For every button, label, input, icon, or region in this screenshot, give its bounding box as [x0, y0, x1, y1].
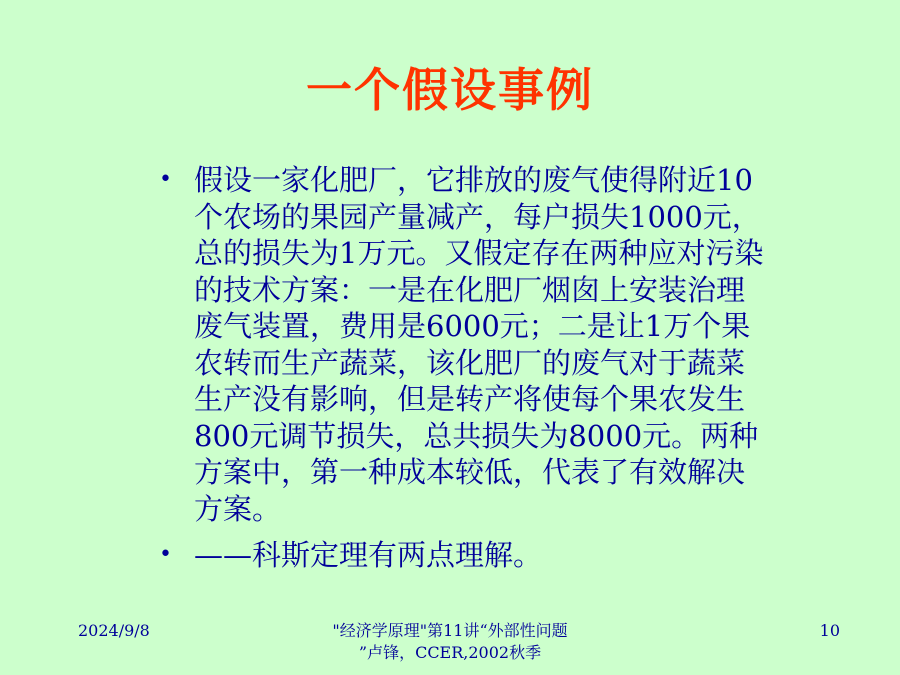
- bullet-item: [155, 537, 765, 574]
- slide-title: 一个假设事例: [306, 63, 594, 117]
- bullet-text: 假设一家化肥厂，它排放的废气使得附近10个农场的果园产量减产，每户损失1000元，总的损失为1万元。又假定存在两种应对污染的技术方案：一是在化肥厂烟囱上安装治理废气装置，费用是6000元；二是让1万个果农转而生产蔬菜，该化肥厂的废气对于蔬菜生产没有影响，但是转产将使每个果农发生800元调节损失，总共损失为8000元。两种方案中，第一种成本较低，代表了有效解决方案。: [194, 163, 764, 526]
- footer-course-line2: ”卢锋，CCER,2002秋季: [358, 643, 542, 662]
- bullet-list: [155, 162, 765, 584]
- bullet-item: [155, 162, 765, 527]
- footer-page-number: 10: [819, 621, 840, 640]
- footer-date: 2024/9/8: [78, 621, 150, 640]
- bullet-dot-icon: •: [159, 542, 172, 567]
- bullet-dot-icon: •: [159, 167, 172, 192]
- footer-course-info: [250, 620, 650, 664]
- bullet-text: ——科斯定理有两点理解。: [194, 538, 543, 572]
- footer-course-line1: "经济学原理"第11讲“外部性问题: [332, 621, 568, 640]
